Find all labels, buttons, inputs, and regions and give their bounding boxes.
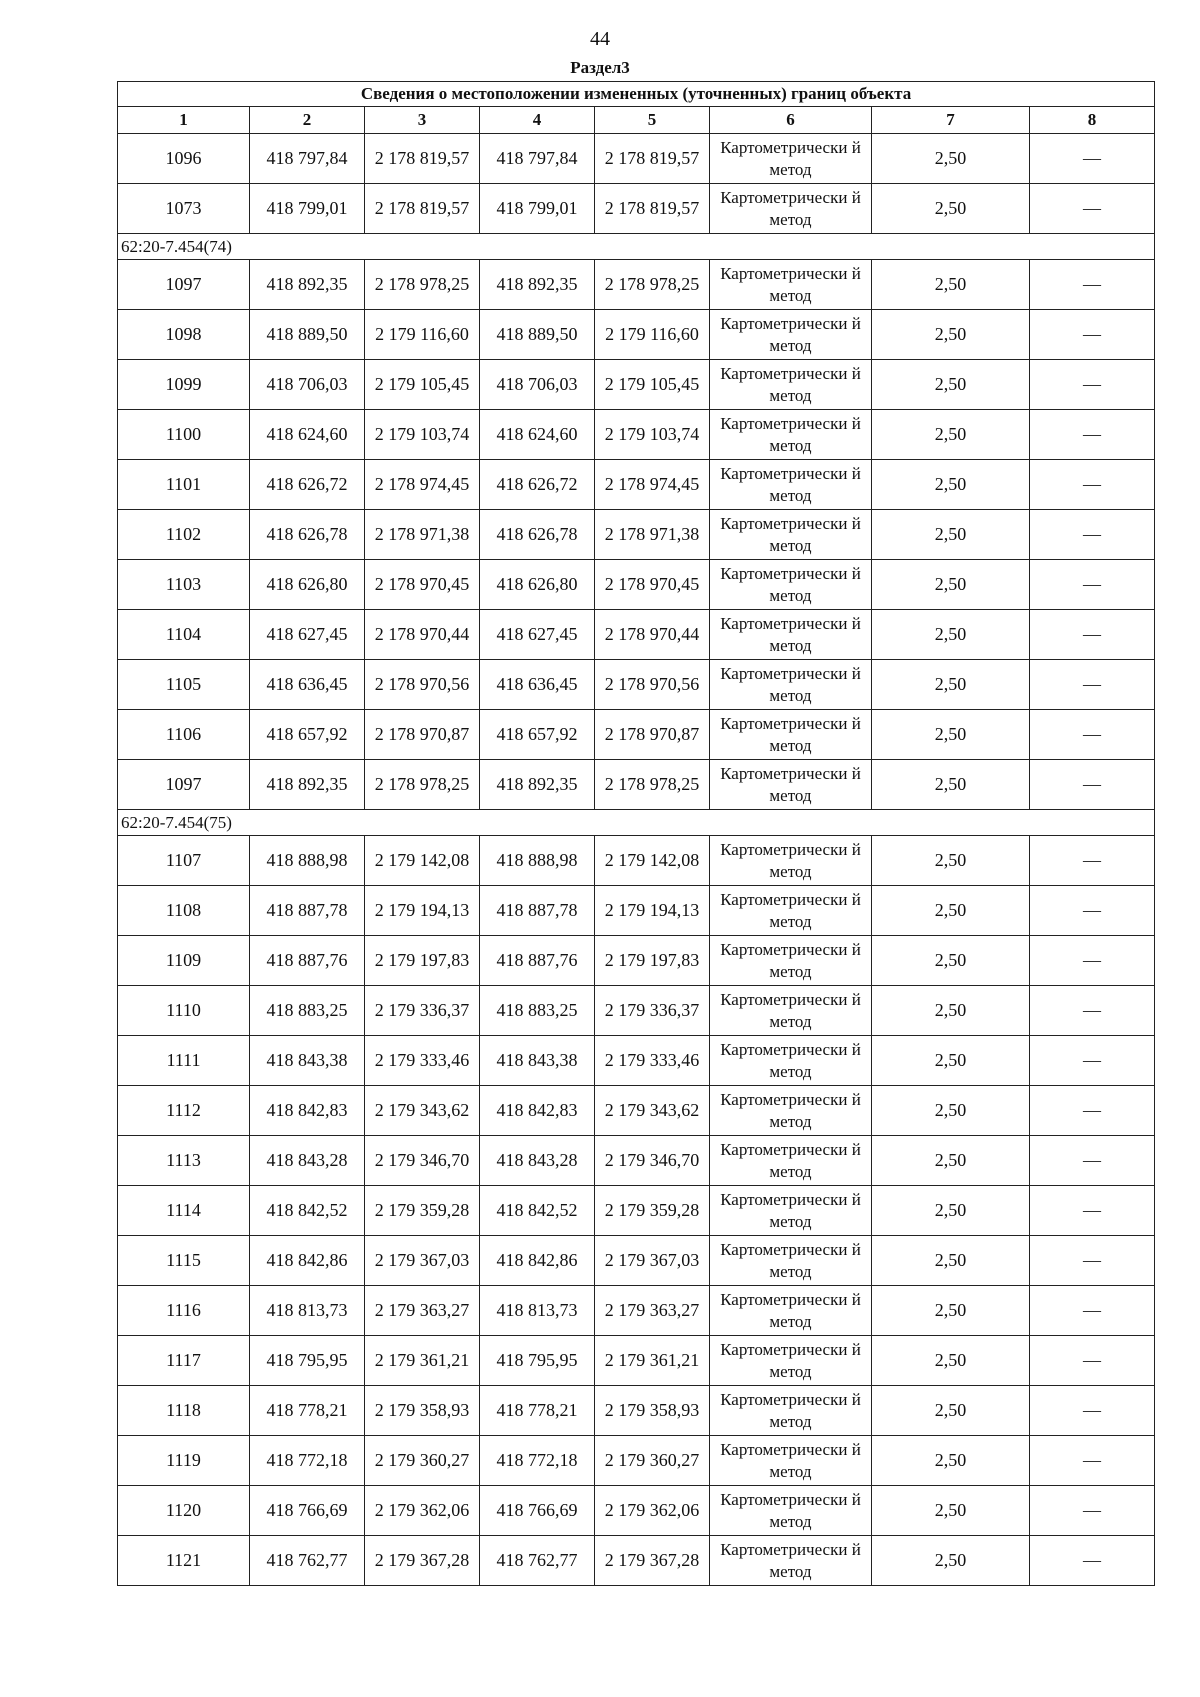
y-new-cell: 2 179 346,70: [595, 1136, 710, 1186]
description-cell: —: [1030, 1236, 1155, 1286]
y-existing-cell: 2 179 333,46: [365, 1036, 480, 1086]
x-new-cell: 418 883,25: [480, 986, 595, 1036]
y-existing-cell: 2 178 971,38: [365, 510, 480, 560]
description-cell: —: [1030, 886, 1155, 936]
accuracy-cell: 2,50: [872, 510, 1030, 560]
x-new-cell: 418 626,80: [480, 560, 595, 610]
table-row: [118, 360, 1155, 410]
x-existing-cell: 418 842,83: [250, 1086, 365, 1136]
table-row: [118, 260, 1155, 310]
x-existing-cell: 418 799,01: [250, 184, 365, 234]
y-existing-cell: 2 178 970,44: [365, 610, 480, 660]
x-new-cell: 418 797,84: [480, 134, 595, 184]
description-cell: —: [1030, 936, 1155, 986]
y-new-cell: 2 179 359,28: [595, 1186, 710, 1236]
method-cell: Картометрически й метод: [710, 1236, 872, 1286]
point-number-cell: 1099: [118, 360, 250, 410]
x-existing-cell: 418 636,45: [250, 660, 365, 710]
table-row: [118, 410, 1155, 460]
table-caption: Сведения о местоположении измененных (уточненных) границ объекта: [118, 82, 1155, 107]
description-cell: —: [1030, 1536, 1155, 1586]
description-cell: —: [1030, 360, 1155, 410]
x-new-cell: 418 657,92: [480, 710, 595, 760]
method-cell: Картометрически й метод: [710, 836, 872, 886]
accuracy-cell: 2,50: [872, 1036, 1030, 1086]
y-new-cell: 2 179 363,27: [595, 1286, 710, 1336]
method-cell: Картометрически й метод: [710, 1086, 872, 1136]
x-new-cell: 418 842,52: [480, 1186, 595, 1236]
accuracy-cell: 2,50: [872, 560, 1030, 610]
y-new-cell: 2 178 974,45: [595, 460, 710, 510]
column-number: 4: [480, 107, 595, 134]
y-existing-cell: 2 179 194,13: [365, 886, 480, 936]
table-row: [118, 760, 1155, 810]
y-new-cell: 2 178 978,25: [595, 260, 710, 310]
point-number-cell: 1113: [118, 1136, 250, 1186]
accuracy-cell: 2,50: [872, 836, 1030, 886]
point-number-cell: 1107: [118, 836, 250, 886]
column-number: 3: [365, 107, 480, 134]
y-existing-cell: 2 179 105,45: [365, 360, 480, 410]
table-row: [118, 134, 1155, 184]
y-existing-cell: 2 179 142,08: [365, 836, 480, 886]
method-cell: Картометрически й метод: [710, 1386, 872, 1436]
x-existing-cell: 418 843,28: [250, 1136, 365, 1186]
y-new-cell: 2 178 978,25: [595, 760, 710, 810]
y-new-cell: 2 179 105,45: [595, 360, 710, 410]
description-cell: —: [1030, 510, 1155, 560]
x-existing-cell: 418 887,76: [250, 936, 365, 986]
description-cell: —: [1030, 560, 1155, 610]
method-cell: Картометрически й метод: [710, 986, 872, 1036]
method-cell: Картометрически й метод: [710, 310, 872, 360]
table-body: [118, 82, 1155, 1586]
y-existing-cell: 2 179 343,62: [365, 1086, 480, 1136]
x-new-cell: 418 843,28: [480, 1136, 595, 1186]
y-new-cell: 2 179 142,08: [595, 836, 710, 886]
method-cell: Картометрически й метод: [710, 184, 872, 234]
description-cell: —: [1030, 1186, 1155, 1236]
table-row: [118, 1136, 1155, 1186]
x-new-cell: 418 799,01: [480, 184, 595, 234]
point-number-cell: 1101: [118, 460, 250, 510]
point-number-cell: 1120: [118, 1486, 250, 1536]
point-number-cell: 1119: [118, 1436, 250, 1486]
y-existing-cell: 2 179 361,21: [365, 1336, 480, 1386]
method-cell: Картометрически й метод: [710, 410, 872, 460]
x-existing-cell: 418 657,92: [250, 710, 365, 760]
x-new-cell: 418 887,78: [480, 886, 595, 936]
x-new-cell: 418 706,03: [480, 360, 595, 410]
table-row: [118, 836, 1155, 886]
y-new-cell: 2 179 116,60: [595, 310, 710, 360]
y-new-cell: 2 179 333,46: [595, 1036, 710, 1086]
accuracy-cell: 2,50: [872, 1186, 1030, 1236]
point-number-cell: 1098: [118, 310, 250, 360]
accuracy-cell: 2,50: [872, 184, 1030, 234]
x-new-cell: 418 892,35: [480, 260, 595, 310]
y-existing-cell: 2 179 116,60: [365, 310, 480, 360]
y-new-cell: 2 179 343,62: [595, 1086, 710, 1136]
table-row: [118, 936, 1155, 986]
x-new-cell: 418 624,60: [480, 410, 595, 460]
x-existing-cell: 418 626,78: [250, 510, 365, 560]
y-new-cell: 2 178 819,57: [595, 134, 710, 184]
point-number-cell: 1112: [118, 1086, 250, 1136]
description-cell: —: [1030, 310, 1155, 360]
accuracy-cell: 2,50: [872, 886, 1030, 936]
x-existing-cell: 418 892,35: [250, 260, 365, 310]
y-existing-cell: 2 179 103,74: [365, 410, 480, 460]
point-number-cell: 1111: [118, 1036, 250, 1086]
accuracy-cell: 2,50: [872, 134, 1030, 184]
y-new-cell: 2 178 970,45: [595, 560, 710, 610]
x-existing-cell: 418 766,69: [250, 1486, 365, 1536]
description-cell: —: [1030, 836, 1155, 886]
description-cell: —: [1030, 760, 1155, 810]
table-row: [118, 1436, 1155, 1486]
x-new-cell: 418 626,78: [480, 510, 595, 560]
y-existing-cell: 2 179 358,93: [365, 1386, 480, 1436]
contour-group-row: [118, 234, 1155, 260]
y-new-cell: 2 179 103,74: [595, 410, 710, 460]
y-existing-cell: 2 179 362,06: [365, 1486, 480, 1536]
method-cell: Картометрически й метод: [710, 560, 872, 610]
table-row: [118, 1036, 1155, 1086]
table-row: [118, 184, 1155, 234]
table-row: [118, 1486, 1155, 1536]
description-cell: —: [1030, 1486, 1155, 1536]
table-row: [118, 460, 1155, 510]
y-existing-cell: 2 179 346,70: [365, 1136, 480, 1186]
table-row: [118, 1536, 1155, 1586]
x-new-cell: 418 626,72: [480, 460, 595, 510]
y-new-cell: 2 179 361,21: [595, 1336, 710, 1386]
accuracy-cell: 2,50: [872, 1136, 1030, 1186]
y-new-cell: 2 179 367,03: [595, 1236, 710, 1286]
description-cell: —: [1030, 610, 1155, 660]
y-existing-cell: 2 178 978,25: [365, 760, 480, 810]
x-new-cell: 418 636,45: [480, 660, 595, 710]
accuracy-cell: 2,50: [872, 1386, 1030, 1436]
x-existing-cell: 418 624,60: [250, 410, 365, 460]
y-new-cell: 2 178 971,38: [595, 510, 710, 560]
y-existing-cell: 2 179 336,37: [365, 986, 480, 1036]
y-existing-cell: 2 179 367,03: [365, 1236, 480, 1286]
description-cell: —: [1030, 1086, 1155, 1136]
table-row: [118, 886, 1155, 936]
table-row: [118, 560, 1155, 610]
x-new-cell: 418 889,50: [480, 310, 595, 360]
page-number: 44: [590, 28, 610, 50]
point-number-cell: 1117: [118, 1336, 250, 1386]
method-cell: Картометрически й метод: [710, 134, 872, 184]
description-cell: —: [1030, 710, 1155, 760]
table-row: [118, 986, 1155, 1036]
x-existing-cell: 418 797,84: [250, 134, 365, 184]
x-existing-cell: 418 795,95: [250, 1336, 365, 1386]
accuracy-cell: 2,50: [872, 1536, 1030, 1586]
table-row: [118, 1236, 1155, 1286]
x-existing-cell: 418 842,52: [250, 1186, 365, 1236]
point-number-cell: 1103: [118, 560, 250, 610]
x-existing-cell: 418 626,80: [250, 560, 365, 610]
y-new-cell: 2 179 194,13: [595, 886, 710, 936]
table-row: [118, 1336, 1155, 1386]
point-number-cell: 1105: [118, 660, 250, 710]
method-cell: Картометрически й метод: [710, 710, 872, 760]
accuracy-cell: 2,50: [872, 460, 1030, 510]
y-new-cell: 2 178 970,56: [595, 660, 710, 710]
method-cell: Картометрически й метод: [710, 610, 872, 660]
y-existing-cell: 2 179 367,28: [365, 1536, 480, 1586]
y-new-cell: 2 178 970,87: [595, 710, 710, 760]
accuracy-cell: 2,50: [872, 1086, 1030, 1136]
method-cell: Картометрически й метод: [710, 360, 872, 410]
y-existing-cell: 2 178 970,56: [365, 660, 480, 710]
method-cell: Картометрически й метод: [710, 1186, 872, 1236]
description-cell: —: [1030, 460, 1155, 510]
method-cell: Картометрически й метод: [710, 1136, 872, 1186]
accuracy-cell: 2,50: [872, 710, 1030, 760]
method-cell: Картометрически й метод: [710, 1486, 872, 1536]
table-row: [118, 310, 1155, 360]
x-new-cell: 418 842,86: [480, 1236, 595, 1286]
y-existing-cell: 2 179 363,27: [365, 1286, 480, 1336]
point-number-cell: 1073: [118, 184, 250, 234]
x-new-cell: 418 813,73: [480, 1286, 595, 1336]
boundary-coordinates-table: [117, 81, 1155, 1586]
x-new-cell: 418 762,77: [480, 1536, 595, 1586]
x-existing-cell: 418 889,50: [250, 310, 365, 360]
x-new-cell: 418 892,35: [480, 760, 595, 810]
y-existing-cell: 2 178 974,45: [365, 460, 480, 510]
x-new-cell: 418 772,18: [480, 1436, 595, 1486]
x-existing-cell: 418 778,21: [250, 1386, 365, 1436]
description-cell: —: [1030, 1336, 1155, 1386]
point-number-cell: 1115: [118, 1236, 250, 1286]
x-new-cell: 418 766,69: [480, 1486, 595, 1536]
description-cell: —: [1030, 660, 1155, 710]
description-cell: —: [1030, 1436, 1155, 1486]
x-existing-cell: 418 887,78: [250, 886, 365, 936]
table-row: [118, 660, 1155, 710]
x-existing-cell: 418 706,03: [250, 360, 365, 410]
description-cell: —: [1030, 184, 1155, 234]
column-number: 1: [118, 107, 250, 134]
point-number-cell: 1109: [118, 936, 250, 986]
contour-group-label: 62:20-7.454(75): [118, 810, 1155, 836]
point-number-cell: 1097: [118, 760, 250, 810]
table-row: [118, 510, 1155, 560]
point-number-cell: 1102: [118, 510, 250, 560]
accuracy-cell: 2,50: [872, 1336, 1030, 1386]
column-number-row: [118, 107, 1155, 134]
accuracy-cell: 2,50: [872, 660, 1030, 710]
description-cell: —: [1030, 1036, 1155, 1086]
description-cell: —: [1030, 1286, 1155, 1336]
method-cell: Картометрически й метод: [710, 886, 872, 936]
accuracy-cell: 2,50: [872, 1236, 1030, 1286]
description-cell: —: [1030, 134, 1155, 184]
x-new-cell: 418 887,76: [480, 936, 595, 986]
method-cell: Картометрически й метод: [710, 1286, 872, 1336]
point-number-cell: 1104: [118, 610, 250, 660]
y-new-cell: 2 179 197,83: [595, 936, 710, 986]
accuracy-cell: 2,50: [872, 610, 1030, 660]
column-number: 7: [872, 107, 1030, 134]
method-cell: Картометрически й метод: [710, 1036, 872, 1086]
y-existing-cell: 2 179 360,27: [365, 1436, 480, 1486]
description-cell: —: [1030, 986, 1155, 1036]
method-cell: Картометрически й метод: [710, 510, 872, 560]
y-new-cell: 2 179 336,37: [595, 986, 710, 1036]
accuracy-cell: 2,50: [872, 260, 1030, 310]
point-number-cell: 1114: [118, 1186, 250, 1236]
x-existing-cell: 418 626,72: [250, 460, 365, 510]
section-title: Раздел3: [570, 58, 630, 77]
point-number-cell: 1096: [118, 134, 250, 184]
table-row: [118, 610, 1155, 660]
x-new-cell: 418 888,98: [480, 836, 595, 886]
point-number-cell: 1108: [118, 886, 250, 936]
x-existing-cell: 418 888,98: [250, 836, 365, 886]
description-cell: —: [1030, 260, 1155, 310]
y-existing-cell: 2 178 970,87: [365, 710, 480, 760]
accuracy-cell: 2,50: [872, 986, 1030, 1036]
y-existing-cell: 2 178 970,45: [365, 560, 480, 610]
x-new-cell: 418 778,21: [480, 1386, 595, 1436]
point-number-cell: 1097: [118, 260, 250, 310]
x-new-cell: 418 795,95: [480, 1336, 595, 1386]
description-cell: —: [1030, 410, 1155, 460]
accuracy-cell: 2,50: [872, 1286, 1030, 1336]
method-cell: Картометрически й метод: [710, 460, 872, 510]
table-row: [118, 710, 1155, 760]
x-existing-cell: 418 772,18: [250, 1436, 365, 1486]
column-number: 2: [250, 107, 365, 134]
x-new-cell: 418 843,38: [480, 1036, 595, 1086]
contour-group-label: 62:20-7.454(74): [118, 234, 1155, 260]
method-cell: Картометрически й метод: [710, 660, 872, 710]
x-existing-cell: 418 762,77: [250, 1536, 365, 1586]
x-existing-cell: 418 842,86: [250, 1236, 365, 1286]
y-new-cell: 2 179 360,27: [595, 1436, 710, 1486]
y-new-cell: 2 179 367,28: [595, 1536, 710, 1586]
accuracy-cell: 2,50: [872, 310, 1030, 360]
table-row: [118, 1186, 1155, 1236]
method-cell: Картометрически й метод: [710, 1536, 872, 1586]
y-existing-cell: 2 179 197,83: [365, 936, 480, 986]
x-existing-cell: 418 627,45: [250, 610, 365, 660]
y-new-cell: 2 179 358,93: [595, 1386, 710, 1436]
y-new-cell: 2 179 362,06: [595, 1486, 710, 1536]
point-number-cell: 1110: [118, 986, 250, 1036]
method-cell: Картометрически й метод: [710, 260, 872, 310]
point-number-cell: 1116: [118, 1286, 250, 1336]
y-new-cell: 2 178 819,57: [595, 184, 710, 234]
accuracy-cell: 2,50: [872, 410, 1030, 460]
x-new-cell: 418 842,83: [480, 1086, 595, 1136]
y-existing-cell: 2 178 819,57: [365, 134, 480, 184]
x-new-cell: 418 627,45: [480, 610, 595, 660]
table-row: [118, 1286, 1155, 1336]
column-number: 8: [1030, 107, 1155, 134]
y-existing-cell: 2 178 819,57: [365, 184, 480, 234]
point-number-cell: 1106: [118, 710, 250, 760]
description-cell: —: [1030, 1386, 1155, 1436]
x-existing-cell: 418 813,73: [250, 1286, 365, 1336]
method-cell: Картометрически й метод: [710, 760, 872, 810]
column-number: 6: [710, 107, 872, 134]
accuracy-cell: 2,50: [872, 1436, 1030, 1486]
accuracy-cell: 2,50: [872, 936, 1030, 986]
point-number-cell: 1121: [118, 1536, 250, 1586]
accuracy-cell: 2,50: [872, 360, 1030, 410]
x-existing-cell: 418 892,35: [250, 760, 365, 810]
y-existing-cell: 2 178 978,25: [365, 260, 480, 310]
column-number: 5: [595, 107, 710, 134]
method-cell: Картометрически й метод: [710, 936, 872, 986]
accuracy-cell: 2,50: [872, 1486, 1030, 1536]
y-existing-cell: 2 179 359,28: [365, 1186, 480, 1236]
method-cell: Картометрически й метод: [710, 1336, 872, 1386]
x-existing-cell: 418 843,38: [250, 1036, 365, 1086]
point-number-cell: 1100: [118, 410, 250, 460]
description-cell: —: [1030, 1136, 1155, 1186]
table-row: [118, 1386, 1155, 1436]
contour-group-row: [118, 810, 1155, 836]
y-new-cell: 2 178 970,44: [595, 610, 710, 660]
point-number-cell: 1118: [118, 1386, 250, 1436]
table-row: [118, 1086, 1155, 1136]
accuracy-cell: 2,50: [872, 760, 1030, 810]
method-cell: Картометрически й метод: [710, 1436, 872, 1486]
table-caption-row: [118, 82, 1155, 107]
x-existing-cell: 418 883,25: [250, 986, 365, 1036]
